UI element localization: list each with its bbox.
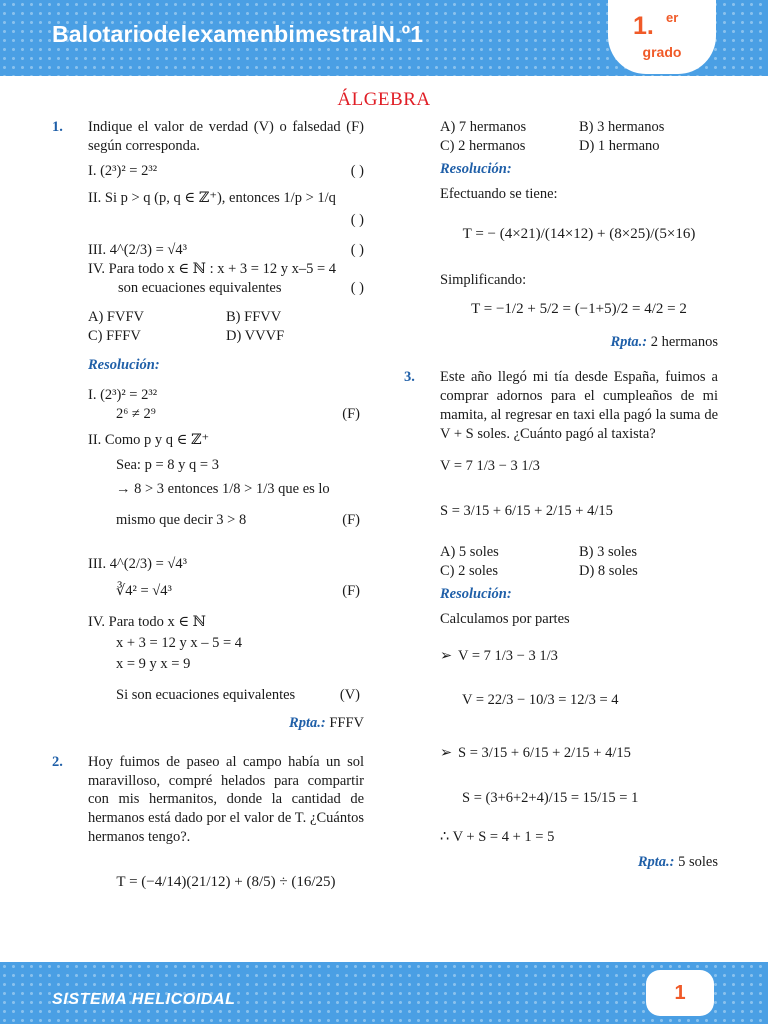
formula-v-step2: V = 22/3 − 10/3 = 12/3 = 4 — [462, 692, 619, 709]
statement-ii: II. Si p > q (p, q ∈ ℤ⁺), entonces 1/p > 1/q — [88, 189, 336, 206]
question-number: 2. — [52, 753, 63, 770]
question-number: 1. — [52, 119, 63, 135]
formula-t: T = (−4/14)(21/12) + (8/5) ÷ (16/25) — [116, 873, 336, 890]
step-text: Simplificando: — [440, 271, 527, 288]
option-b: B) FFVV — [226, 308, 282, 325]
question-text: Este año llegó mi tía desde España, fuimos a comprar adornos para el cumpleaños de mi mamita, al regresar en taxi ella pagó la suma de V + S soles. ¿Cuánto pagó al taxista? — [440, 369, 718, 442]
question-3 — [404, 368, 718, 443]
step-text: Calculamos por partes — [440, 610, 570, 627]
options-q2 — [440, 118, 718, 156]
step-text: Efectuando se tiene: — [440, 185, 558, 202]
question-1 — [52, 118, 364, 156]
option-b: B) 3 hermanos — [579, 119, 665, 135]
grade-word: grado — [642, 44, 682, 60]
formula-v: V = 7 1/3 − 3 1/3 — [440, 458, 540, 475]
question-text: Hoy fuimos de paseo al campo había un sol maravilloso, compré helados para compartir con mis hermanitos, donde la cantidad de hermanos está dado por el valor de T. ¿Cuántos hermanos tengo?. — [88, 753, 364, 846]
formula-t-expanded: T = − (4×21)/(14×12) + (8×25)/(5×16) — [462, 226, 696, 243]
page-number: 1 — [646, 970, 714, 1016]
formula-s: S = 3/15 + 6/15 + 2/15 + 4/15 — [440, 503, 613, 520]
grade-badge — [608, 0, 716, 74]
resolution-label: Resolución: — [440, 160, 512, 177]
option-c: C) 2 hermanos — [440, 137, 526, 154]
answer-q3: Rpta.: 5 soles — [637, 853, 718, 870]
option-c: C) FFFV — [88, 327, 141, 344]
right-column — [404, 118, 718, 872]
option-c: C) 2 soles — [440, 562, 498, 579]
resolution-ii: II. Como p y q ∈ ℤ⁺ Sea: p = 8 y q = 3 → 8 > 3 entonces 1/8 > 1/3 que es lo mismo que decir 3 > 8 (F) — [88, 432, 360, 529]
question-number: 3. — [404, 369, 415, 386]
statement-iv: IV. Para todo x ∈ ℕ : x + 3 = 12 y x–5 = 4 son ecuaciones equivalentes ( ) — [88, 261, 364, 297]
resolution-label: Resolución: — [440, 585, 512, 602]
section-title: ÁLGEBRA — [337, 89, 431, 110]
formula-t-simplified: T = −1/2 + 5/2 = (−1+5)/2 = 4/2 = 2 — [471, 300, 687, 317]
formula-s-step2: S = (3+6+2+4)/15 = 15/15 = 1 — [462, 790, 639, 807]
formula-s-step1: ➢ S = 3/15 + 6/15 + 2/15 + 4/15 — [440, 745, 631, 762]
conclusion: ∴ V + S = 4 + 1 = 5 — [440, 828, 555, 845]
option-d: D) VVVF — [226, 327, 285, 344]
question-2 — [52, 753, 364, 847]
answer-q1: Rpta.: FFFV — [289, 714, 364, 731]
arrow-bullet-icon: ➢ — [440, 745, 453, 762]
formula-v-step1: ➢ V = 7 1/3 − 3 1/3 — [440, 647, 558, 664]
resolution-iv: IV. Para todo x ∈ ℕ x + 3 = 12 y x – 5 = 4 x = 9 y x = 9 Si son ecuaciones equivalentes (V) — [88, 613, 360, 703]
resolution-iii: III. 4^(2/3) = √4³ ∛4² = √4³ (F) — [88, 555, 360, 600]
footer-banner — [0, 962, 768, 1024]
grade-superscript: er — [666, 10, 679, 25]
options-q1 — [88, 308, 364, 346]
option-a: A) 5 soles — [440, 544, 499, 561]
statement-i: I. (2³)² = 2³² ( ) — [88, 162, 364, 179]
options-q3 — [440, 543, 718, 581]
footer-title: SISTEMA HELICOIDAL — [52, 991, 236, 1008]
answer-q2: Rpta.: 2 hermanos — [610, 334, 718, 351]
statement-iii: III. 4^(2/3) = √4³ ( ) — [88, 242, 364, 259]
question-text: Indique el valor de verdad (V) o falsedad (F) según corresponda. — [88, 119, 364, 154]
grade-number: 1. — [633, 12, 654, 40]
option-a: A) 7 hermanos — [440, 119, 527, 135]
statement-ii-paren: ( ) — [350, 212, 364, 229]
option-d: D) 1 hermano — [579, 137, 660, 154]
header-title: BalotariodelexamenbimestralN.º1 — [52, 21, 424, 47]
resolution-i: I. (2³)² = 2³² 2⁶ ≠ 2⁹ (F) — [88, 387, 360, 423]
option-a: A) FVFV — [88, 308, 144, 325]
option-b: B) 3 soles — [579, 544, 637, 561]
resolution-label: Resolución: — [88, 356, 160, 373]
header-banner — [0, 0, 768, 76]
option-d: D) 8 soles — [579, 562, 638, 579]
arrow-bullet-icon: ➢ — [440, 647, 453, 664]
left-column — [52, 118, 364, 892]
